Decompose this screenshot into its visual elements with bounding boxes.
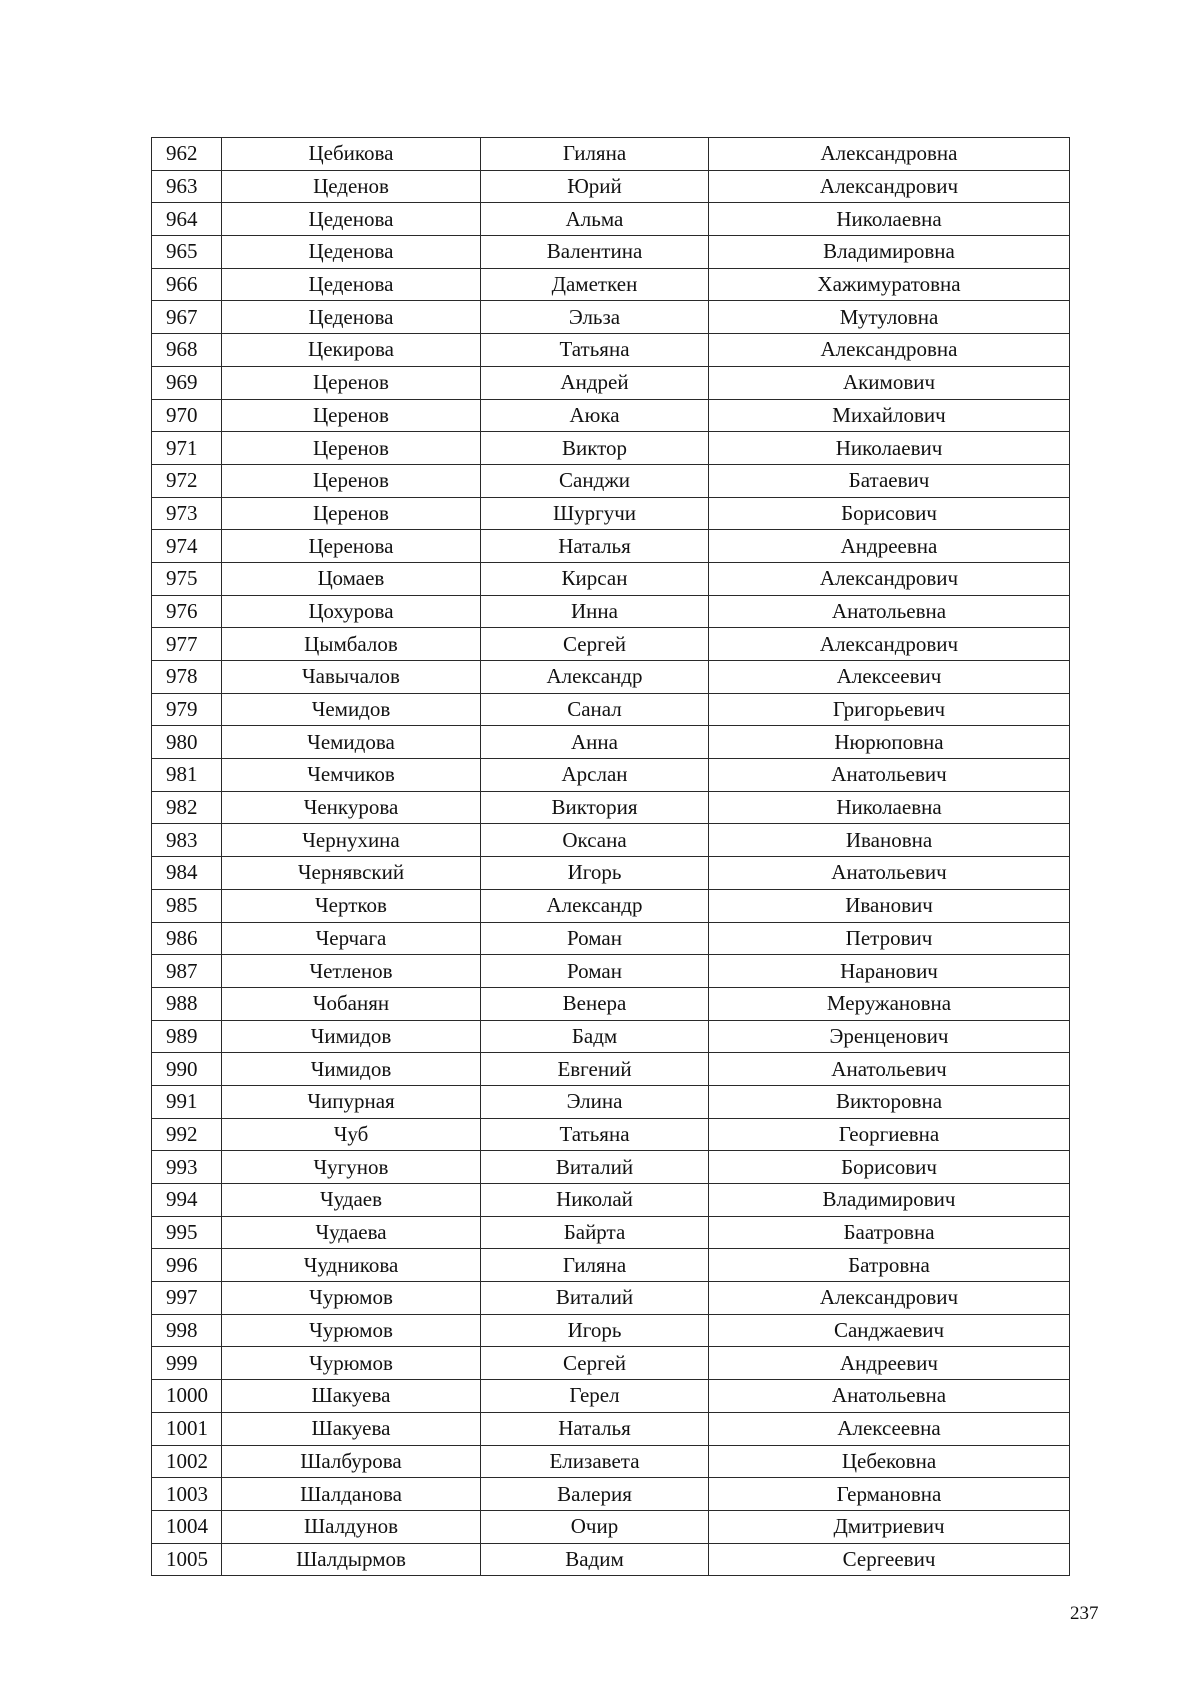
table-row <box>152 1314 1070 1347</box>
last-name-cell: Шалдунов <box>222 1510 481 1543</box>
first-name-cell: Очир <box>481 1510 709 1543</box>
last-name-cell: Цеденова <box>222 236 481 269</box>
table-row <box>152 824 1070 857</box>
row-number-cell: 975 <box>152 562 222 595</box>
row-number-cell: 980 <box>152 726 222 759</box>
table-row <box>152 1085 1070 1118</box>
row-number-cell: 991 <box>152 1085 222 1118</box>
patronymic-cell: Батаевич <box>709 464 1070 497</box>
table-row <box>152 1510 1070 1543</box>
last-name-cell: Цебикова <box>222 138 481 171</box>
table-row <box>152 726 1070 759</box>
patronymic-cell: Александрович <box>709 628 1070 661</box>
page-number: 237 <box>1070 1603 1099 1624</box>
patronymic-cell: Ивановна <box>709 824 1070 857</box>
last-name-cell: Чуб <box>222 1118 481 1151</box>
table-row <box>152 1151 1070 1184</box>
patronymic-cell: Николаевна <box>709 791 1070 824</box>
row-number-cell: 962 <box>152 138 222 171</box>
first-name-cell: Игорь <box>481 1314 709 1347</box>
row-number-cell: 983 <box>152 824 222 857</box>
row-number-cell: 1001 <box>152 1412 222 1445</box>
first-name-cell: Санал <box>481 693 709 726</box>
table-row <box>152 170 1070 203</box>
table-row <box>152 1543 1070 1576</box>
patronymic-cell: Хажимуратовна <box>709 268 1070 301</box>
last-name-cell: Цомаев <box>222 562 481 595</box>
patronymic-cell: Цебековна <box>709 1445 1070 1478</box>
patronymic-cell: Анатольевич <box>709 857 1070 890</box>
last-name-cell: Чернухина <box>222 824 481 857</box>
patronymic-cell: Андреевна <box>709 530 1070 563</box>
last-name-cell: Чернявский <box>222 857 481 890</box>
row-number-cell: 977 <box>152 628 222 661</box>
table-row <box>152 1347 1070 1380</box>
last-name-cell: Чудаева <box>222 1216 481 1249</box>
last-name-cell: Цеденов <box>222 170 481 203</box>
row-number-cell: 971 <box>152 432 222 465</box>
last-name-cell: Чемидов <box>222 693 481 726</box>
row-number-cell: 978 <box>152 661 222 694</box>
patronymic-cell: Акимович <box>709 366 1070 399</box>
patronymic-cell: Анатольевич <box>709 759 1070 792</box>
first-name-cell: Игорь <box>481 857 709 890</box>
table-row <box>152 922 1070 955</box>
table-row <box>152 1020 1070 1053</box>
table-row <box>152 1216 1070 1249</box>
names-table <box>151 137 1070 1576</box>
table-row <box>152 399 1070 432</box>
table-row <box>152 268 1070 301</box>
row-number-cell: 993 <box>152 1151 222 1184</box>
row-number-cell: 970 <box>152 399 222 432</box>
patronymic-cell: Наранович <box>709 955 1070 988</box>
table-row <box>152 203 1070 236</box>
first-name-cell: Татьяна <box>481 1118 709 1151</box>
last-name-cell: Чипурная <box>222 1085 481 1118</box>
first-name-cell: Татьяна <box>481 334 709 367</box>
table-row <box>152 1053 1070 1086</box>
patronymic-cell: Анатольевна <box>709 595 1070 628</box>
patronymic-cell: Владимировна <box>709 236 1070 269</box>
row-number-cell: 963 <box>152 170 222 203</box>
patronymic-cell: Эренценович <box>709 1020 1070 1053</box>
table-row <box>152 693 1070 726</box>
row-number-cell: 1005 <box>152 1543 222 1576</box>
table-row <box>152 1445 1070 1478</box>
patronymic-cell: Иванович <box>709 889 1070 922</box>
first-name-cell: Наталья <box>481 1412 709 1445</box>
patronymic-cell: Андреевич <box>709 1347 1070 1380</box>
row-number-cell: 988 <box>152 987 222 1020</box>
patronymic-cell: Александровна <box>709 334 1070 367</box>
table-row <box>152 1478 1070 1511</box>
table-row <box>152 1282 1070 1315</box>
table-row <box>152 366 1070 399</box>
table-row <box>152 955 1070 988</box>
first-name-cell: Герел <box>481 1380 709 1413</box>
row-number-cell: 964 <box>152 203 222 236</box>
first-name-cell: Бадм <box>481 1020 709 1053</box>
row-number-cell: 992 <box>152 1118 222 1151</box>
table-row <box>152 432 1070 465</box>
row-number-cell: 994 <box>152 1184 222 1217</box>
first-name-cell: Роман <box>481 922 709 955</box>
table-row <box>152 301 1070 334</box>
row-number-cell: 979 <box>152 693 222 726</box>
first-name-cell: Альма <box>481 203 709 236</box>
last-name-cell: Чобанян <box>222 987 481 1020</box>
row-number-cell: 973 <box>152 497 222 530</box>
table-row <box>152 1249 1070 1282</box>
first-name-cell: Виктор <box>481 432 709 465</box>
table-row <box>152 236 1070 269</box>
patronymic-cell: Алексеевна <box>709 1412 1070 1445</box>
last-name-cell: Шакуева <box>222 1380 481 1413</box>
patronymic-cell: Борисович <box>709 1151 1070 1184</box>
first-name-cell: Гиляна <box>481 138 709 171</box>
first-name-cell: Виталий <box>481 1282 709 1315</box>
patronymic-cell: Александровна <box>709 138 1070 171</box>
table-row <box>152 530 1070 563</box>
last-name-cell: Чертков <box>222 889 481 922</box>
last-name-cell: Чурюмов <box>222 1347 481 1380</box>
first-name-cell: Даметкен <box>481 268 709 301</box>
patronymic-cell: Германовна <box>709 1478 1070 1511</box>
table-row <box>152 1118 1070 1151</box>
table-row <box>152 138 1070 171</box>
row-number-cell: 972 <box>152 464 222 497</box>
first-name-cell: Санджи <box>481 464 709 497</box>
last-name-cell: Церенов <box>222 366 481 399</box>
first-name-cell: Венера <box>481 987 709 1020</box>
table-row <box>152 791 1070 824</box>
last-name-cell: Цымбалов <box>222 628 481 661</box>
first-name-cell: Николай <box>481 1184 709 1217</box>
first-name-cell: Роман <box>481 955 709 988</box>
row-number-cell: 982 <box>152 791 222 824</box>
patronymic-cell: Борисович <box>709 497 1070 530</box>
first-name-cell: Кирсан <box>481 562 709 595</box>
row-number-cell: 985 <box>152 889 222 922</box>
last-name-cell: Чудникова <box>222 1249 481 1282</box>
first-name-cell: Евгений <box>481 1053 709 1086</box>
first-name-cell: Шургучи <box>481 497 709 530</box>
patronymic-cell: Нюрюповна <box>709 726 1070 759</box>
last-name-cell: Чудаев <box>222 1184 481 1217</box>
row-number-cell: 968 <box>152 334 222 367</box>
table-row <box>152 595 1070 628</box>
row-number-cell: 989 <box>152 1020 222 1053</box>
row-number-cell: 998 <box>152 1314 222 1347</box>
first-name-cell: Сергей <box>481 628 709 661</box>
patronymic-cell: Дмитриевич <box>709 1510 1070 1543</box>
table-row <box>152 464 1070 497</box>
row-number-cell: 969 <box>152 366 222 399</box>
last-name-cell: Цеденова <box>222 268 481 301</box>
row-number-cell: 996 <box>152 1249 222 1282</box>
patronymic-cell: Николаевна <box>709 203 1070 236</box>
row-number-cell: 1004 <box>152 1510 222 1543</box>
first-name-cell: Валентина <box>481 236 709 269</box>
table-row <box>152 497 1070 530</box>
last-name-cell: Чурюмов <box>222 1314 481 1347</box>
last-name-cell: Чурюмов <box>222 1282 481 1315</box>
patronymic-cell: Меружановна <box>709 987 1070 1020</box>
patronymic-cell: Анатольевич <box>709 1053 1070 1086</box>
first-name-cell: Александр <box>481 889 709 922</box>
first-name-cell: Наталья <box>481 530 709 563</box>
row-number-cell: 997 <box>152 1282 222 1315</box>
patronymic-cell: Анатольевна <box>709 1380 1070 1413</box>
first-name-cell: Оксана <box>481 824 709 857</box>
last-name-cell: Шалдырмов <box>222 1543 481 1576</box>
patronymic-cell: Баатровна <box>709 1216 1070 1249</box>
row-number-cell: 995 <box>152 1216 222 1249</box>
last-name-cell: Чавычалов <box>222 661 481 694</box>
table-row <box>152 1412 1070 1445</box>
first-name-cell: Александр <box>481 661 709 694</box>
last-name-cell: Церенов <box>222 399 481 432</box>
first-name-cell: Гиляна <box>481 1249 709 1282</box>
patronymic-cell: Александрович <box>709 170 1070 203</box>
first-name-cell: Виктория <box>481 791 709 824</box>
row-number-cell: 984 <box>152 857 222 890</box>
table-row <box>152 857 1070 890</box>
last-name-cell: Церенов <box>222 464 481 497</box>
patronymic-cell: Георгиевна <box>709 1118 1070 1151</box>
row-number-cell: 981 <box>152 759 222 792</box>
patronymic-cell: Григорьевич <box>709 693 1070 726</box>
first-name-cell: Анна <box>481 726 709 759</box>
last-name-cell: Церенов <box>222 432 481 465</box>
last-name-cell: Шалбурова <box>222 1445 481 1478</box>
first-name-cell: Арслан <box>481 759 709 792</box>
patronymic-cell: Александрович <box>709 1282 1070 1315</box>
last-name-cell: Цеденова <box>222 301 481 334</box>
last-name-cell: Чемчиков <box>222 759 481 792</box>
first-name-cell: Сергей <box>481 1347 709 1380</box>
table-row <box>152 628 1070 661</box>
last-name-cell: Цекирова <box>222 334 481 367</box>
last-name-cell: Цеденова <box>222 203 481 236</box>
patronymic-cell: Мутуловна <box>709 301 1070 334</box>
last-name-cell: Чугунов <box>222 1151 481 1184</box>
patronymic-cell: Владимирович <box>709 1184 1070 1217</box>
row-number-cell: 965 <box>152 236 222 269</box>
last-name-cell: Шакуева <box>222 1412 481 1445</box>
row-number-cell: 1002 <box>152 1445 222 1478</box>
patronymic-cell: Александрович <box>709 562 1070 595</box>
patronymic-cell: Сергеевич <box>709 1543 1070 1576</box>
patronymic-cell: Санджаевич <box>709 1314 1070 1347</box>
last-name-cell: Церенова <box>222 530 481 563</box>
last-name-cell: Четленов <box>222 955 481 988</box>
row-number-cell: 990 <box>152 1053 222 1086</box>
row-number-cell: 974 <box>152 530 222 563</box>
patronymic-cell: Викторовна <box>709 1085 1070 1118</box>
last-name-cell: Церенов <box>222 497 481 530</box>
row-number-cell: 1000 <box>152 1380 222 1413</box>
row-number-cell: 999 <box>152 1347 222 1380</box>
first-name-cell: Инна <box>481 595 709 628</box>
patronymic-cell: Николаевич <box>709 432 1070 465</box>
last-name-cell: Чимидов <box>222 1020 481 1053</box>
first-name-cell: Виталий <box>481 1151 709 1184</box>
first-name-cell: Эльза <box>481 301 709 334</box>
first-name-cell: Валерия <box>481 1478 709 1511</box>
first-name-cell: Элина <box>481 1085 709 1118</box>
row-number-cell: 1003 <box>152 1478 222 1511</box>
last-name-cell: Шалданова <box>222 1478 481 1511</box>
row-number-cell: 987 <box>152 955 222 988</box>
first-name-cell: Андрей <box>481 366 709 399</box>
patronymic-cell: Петрович <box>709 922 1070 955</box>
names-table-body <box>152 138 1070 1576</box>
table-row <box>152 889 1070 922</box>
first-name-cell: Аюка <box>481 399 709 432</box>
first-name-cell: Елизавета <box>481 1445 709 1478</box>
table-row <box>152 562 1070 595</box>
last-name-cell: Чемидова <box>222 726 481 759</box>
patronymic-cell: Батровна <box>709 1249 1070 1282</box>
last-name-cell: Ченкурова <box>222 791 481 824</box>
last-name-cell: Чимидов <box>222 1053 481 1086</box>
last-name-cell: Цохурова <box>222 595 481 628</box>
table-row <box>152 987 1070 1020</box>
row-number-cell: 967 <box>152 301 222 334</box>
row-number-cell: 976 <box>152 595 222 628</box>
row-number-cell: 966 <box>152 268 222 301</box>
first-name-cell: Юрий <box>481 170 709 203</box>
table-row <box>152 334 1070 367</box>
last-name-cell: Черчага <box>222 922 481 955</box>
patronymic-cell: Михайлович <box>709 399 1070 432</box>
patronymic-cell: Алексеевич <box>709 661 1070 694</box>
table-row <box>152 661 1070 694</box>
first-name-cell: Вадим <box>481 1543 709 1576</box>
table-row <box>152 1184 1070 1217</box>
row-number-cell: 986 <box>152 922 222 955</box>
first-name-cell: Байрта <box>481 1216 709 1249</box>
table-row <box>152 1380 1070 1413</box>
table-row <box>152 759 1070 792</box>
